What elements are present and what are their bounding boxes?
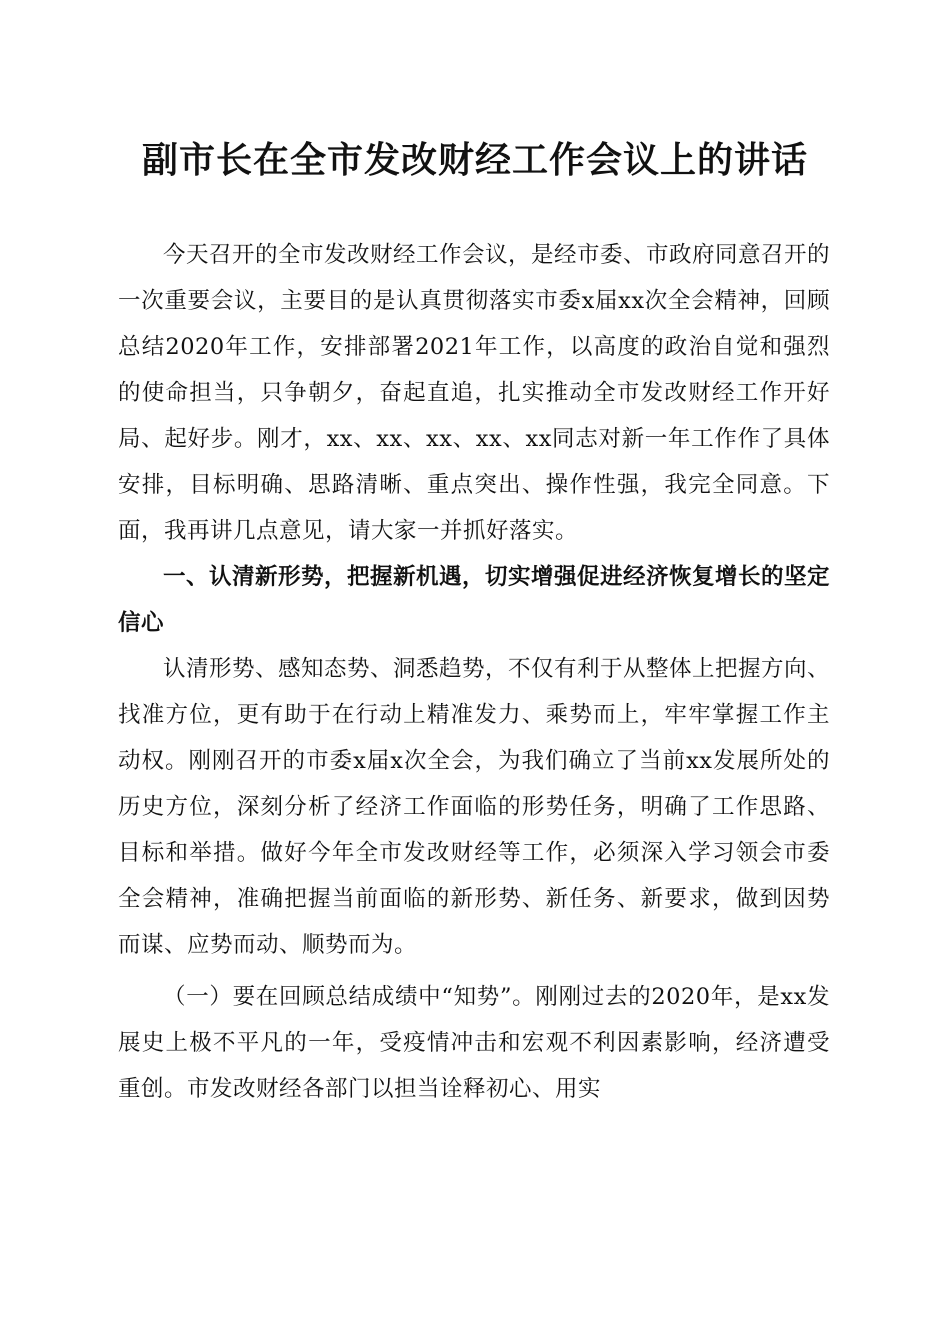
paragraph-subsection-1: （一）要在回顾总结成绩中“知势”。刚刚过去的2020年，是xx发展史上极不平凡的一年，受疫情冲击和宏观不利因素影响，经济遭受重创。市发改财经各部门以担当诠释初心、用实 bbox=[118, 984, 830, 1102]
document-title: 副市长在全市发改财经工作会议上的讲话 bbox=[141, 139, 808, 181]
paragraph-section-1: 认清形势、感知态势、洞悉趋势，不仅有利于从整体上把握方向、找准方位，更有助于在行动上精准发力、乘势而上，牢牢掌握工作主动权。刚刚召开的市委x届x次全会，为我们确立了当前xx发展所处的历史方位，深刻分析了经济工作面临的形势任务，明确了工作思路、目标和举措。做好今年全市发改财经等工作，必须深入学习领会市委全会精神，准确把握当前面临的新形势、新任务、新要求，做到因势而谋、应势而动、顺势而为。 bbox=[118, 656, 831, 958]
document-body bbox=[118, 232, 830, 1112]
section-heading-1: 一、认清新形势，把握新机遇，切实增强促进经济恢复增长的坚定信心 bbox=[118, 564, 831, 636]
paragraph-intro: 今天召开的全市发改财经工作会议，是经市委、市政府同意召开的一次重要会议，主要目的是认真贯彻落实市委x届xx次全会精神，回顾总结2020年工作，安排部署2021年工作，以高度的政治自觉和强烈的使命担当，只争朝夕，奋起直追，扎实推动全市发改财经工作开好局、起好步。刚才，xx、xx、xx、xx、xx同志对新一年工作作了具体安排，目标明确、思路清晰、重点突出、操作性强，我完全同意。下面，我再讲几点意见，请大家一并抓好落实。 bbox=[118, 242, 831, 544]
